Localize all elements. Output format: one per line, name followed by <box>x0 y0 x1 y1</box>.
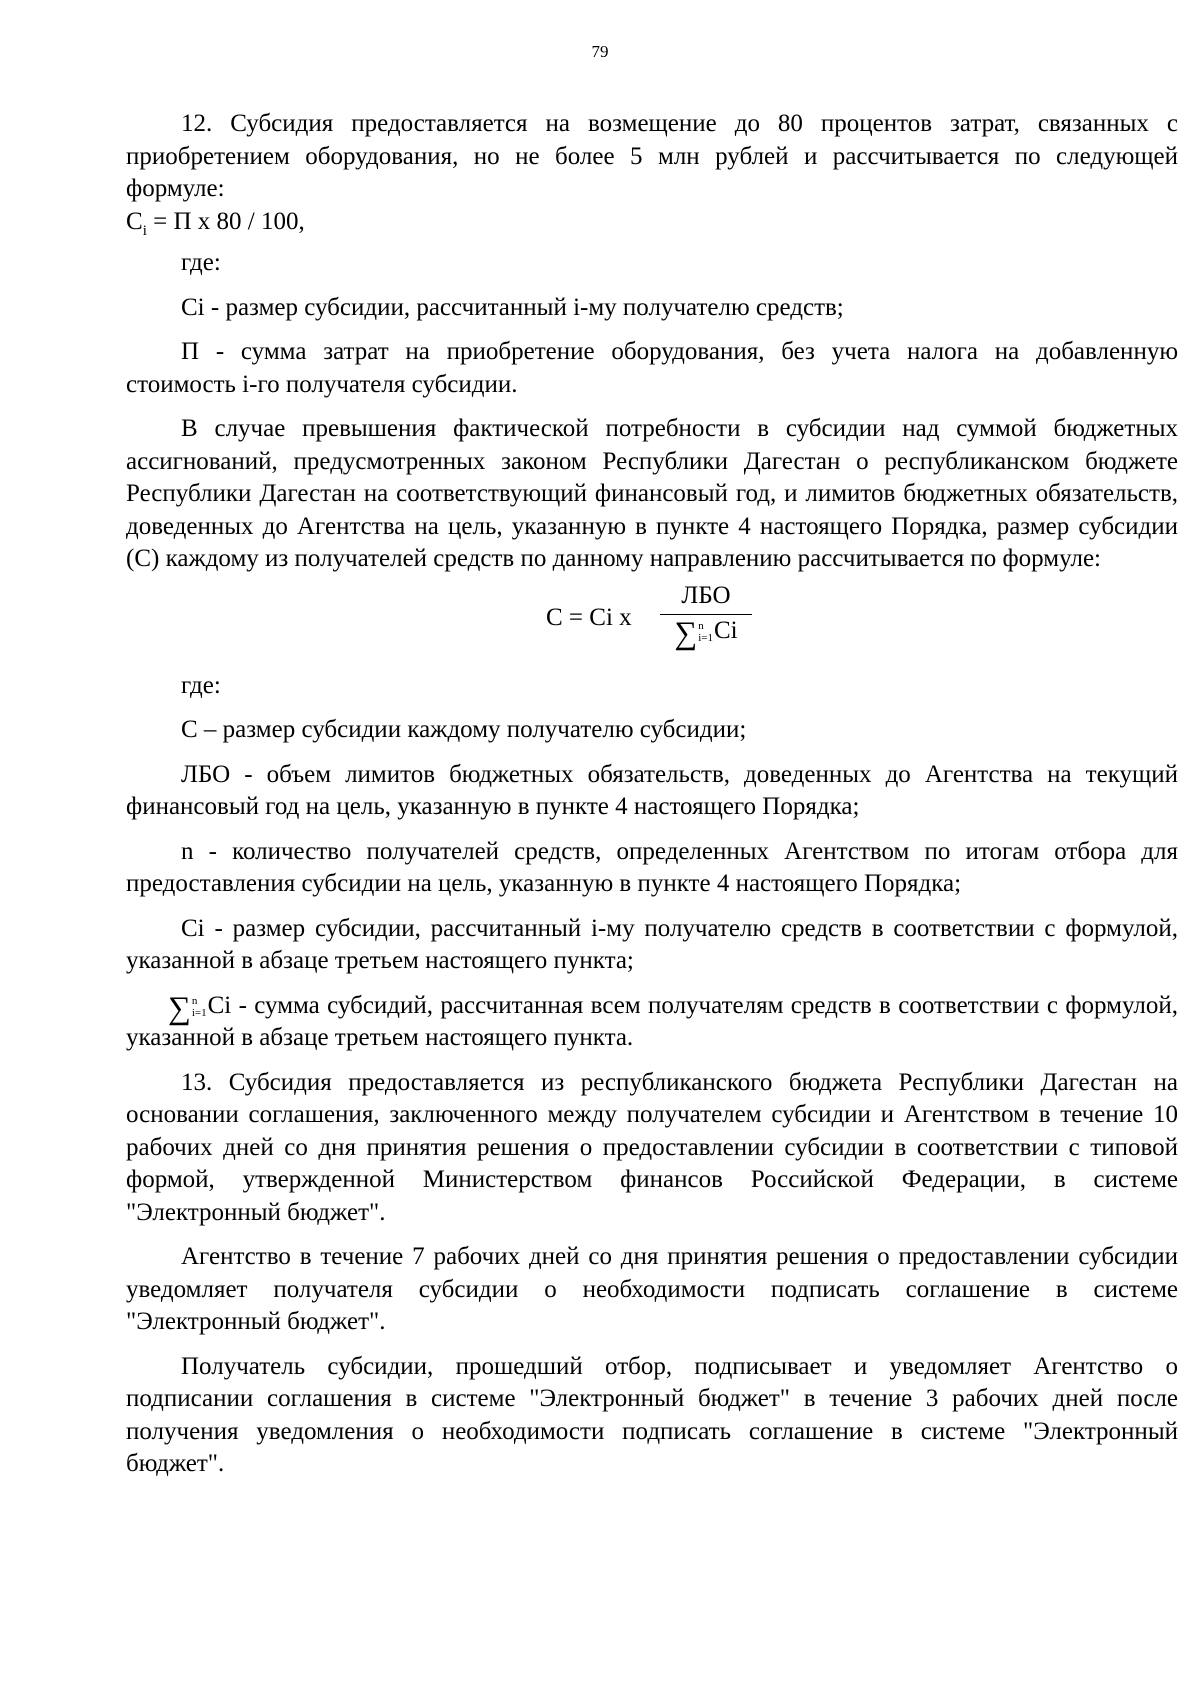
definition-sum-text: - сумма субсидий, рассчитанная всем получателям средств в соответствии с формулой, указанной в абзаце третьем настоящего пункта. <box>126 991 1178 1051</box>
page-number: 79 <box>591 42 609 61</box>
formula-c-numerator: ЛБО <box>660 580 752 616</box>
sum-term-inline: Ci <box>207 991 232 1019</box>
paragraph-excess-case: В случае превышения фактической потребности в субсидии над суммой бюджетных ассигнований, предусмотренных законом Республики Дагестан о республиканском бюджете Республики Дагестан на соответствующий финансовый год, и лимитов бюджетных обязательств, доведенных до Агентства на цель, указанную в пункте 4 настоящего Порядка, размер субсидии (С) каждому из получателей средств по данному направлению рассчитывается по формуле: <box>126 415 1178 572</box>
sigma-symbol: ∑ <box>674 614 698 651</box>
formula-ci-rest: = П х 80 / 100, <box>146 207 305 235</box>
definition-ci: Ci - размер субсидии, рассчитанный i-му получателю средств; <box>181 293 844 321</box>
formula-c-denominator <box>674 614 738 651</box>
formula-ci <box>126 206 1178 248</box>
where-label: где: <box>181 249 221 276</box>
sum-lower-limit: i=1 <box>698 632 713 645</box>
sum-upper-limit-inline: n <box>191 994 198 1007</box>
definition-lbo: ЛБО - объем лимитов бюджетных обязательств, доведенных до Агентства на текущий финансовый год на цель, указанную в пункте 4 настоящего Порядка; <box>126 760 1178 820</box>
sum-lower-limit-inline: i=1 <box>191 1006 207 1019</box>
definition-n: n - количество получателей средств, определенных Агентством по итогам отбора для предоставления субсидии на цель, указанную в пункте 4 настоящего Порядка; <box>126 837 1178 897</box>
definition-p: П - сумма затрат на приобретение оборудования, без учета налога на добавленную стоимость i-го получателя субсидии. <box>126 338 1178 398</box>
sum-term: Ci <box>713 617 738 644</box>
where-label-2: где: <box>181 671 221 699</box>
paragraph-13: 13. Субсидия предоставляется из республиканского бюджета Республики Дагестан на основании соглашения, заключенного между получателем субсидии и Агентством в течение 10 рабочих дней со дня принятия решения о предоставлении субсидии в соответствии с типовой формой, утвержденной Министерством финансов Российской Федерации, в системе "Электронный бюджет". <box>126 1068 1178 1226</box>
formula-ci-c: C <box>126 207 143 235</box>
paragraph-recipient-signs: Получатель субсидии, прошедший отбор, подписывает и уведомляет Агентство о подписании соглашения в системе "Электронный бюджет" в течение 3 рабочих дней после получения уведомления о необходимости подписать соглашение в системе "Электронный бюджет". <box>126 1352 1178 1477</box>
formula-ci-sub: i <box>142 222 147 239</box>
sigma-symbol-inline: ∑ <box>168 988 191 1025</box>
document-body <box>126 108 1178 1481</box>
definition-sum <box>126 990 1178 1055</box>
formula-c-lhs: С = Ci х <box>546 603 632 631</box>
paragraph-12: 12. Субсидия предоставляется на возмещение до 80 процентов затрат, связанных с приобретением оборудования, но не более 5 млн рублей и рассчитывается по следующей формуле: <box>126 110 1178 202</box>
sum-upper-limit: n <box>698 620 704 633</box>
formula-c-fraction <box>660 580 752 651</box>
paragraph-agency-notice: Агентство в течение 7 рабочих дней со дня принятия решения о предоставлении субсидии уведомляет получателя субсидии о необходимости подписать соглашение в системе "Электронный бюджет". <box>126 1243 1178 1335</box>
formula-c <box>126 580 1178 654</box>
sum-expression <box>168 990 231 1023</box>
definition-ci-2: Ci - размер субсидии, рассчитанный i-му получателю средств в соответствии с формулой, указанной в абзаце третьем настоящего пункта; <box>126 914 1178 974</box>
definition-c: С – размер субсидии каждому получателю субсидии; <box>181 716 747 743</box>
